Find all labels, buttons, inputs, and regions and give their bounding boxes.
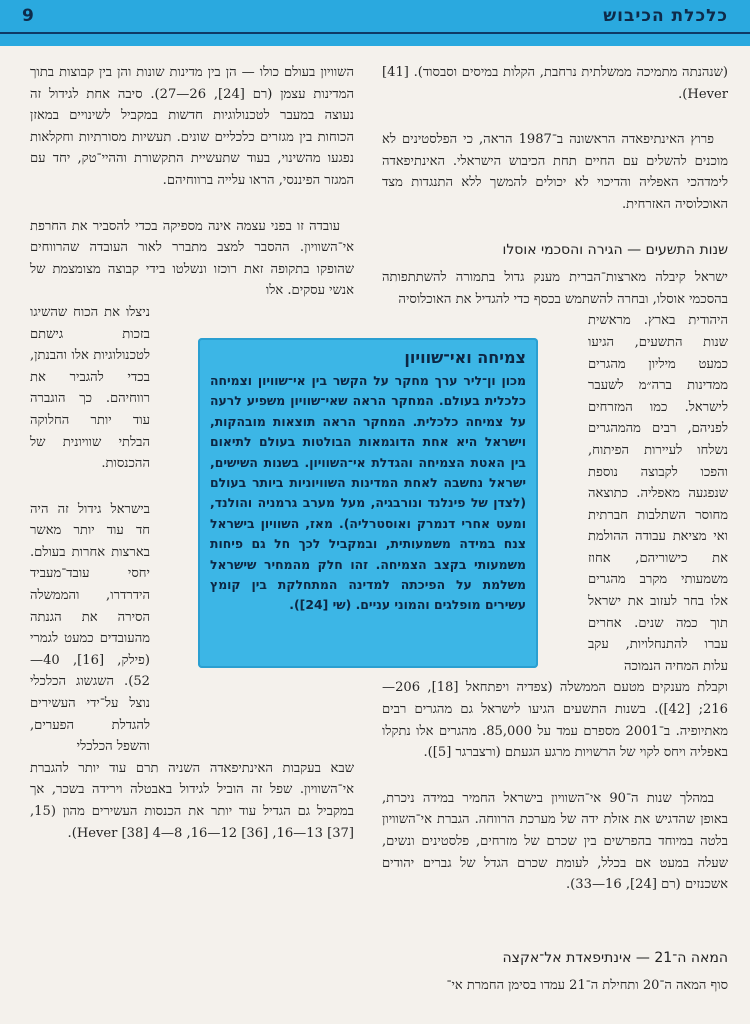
page-header — [0, 0, 750, 46]
paragraph: וקבלת מענקים מטעם הממשלה (צפדיה ויפתחאל [18], 206—216; [42]). בשנות התשעים הגיעו לישראל גם מהגרים רבים מאתיופיה. ב־2001 מספרם עמד על 85,000. מהגרים אלו נתקלו באפליה ויחס לקוי של הרשויות מרגע הגעתם (ורצברגר [5]). — [382, 680, 728, 761]
paragraph: השוויון בעולם כולו — הן בין מדינות שונות והן בין קבוצות בתוך המדינות עצמן (רם [24], 26—27). סיבה אחת לגידול זה נעוצה במעבר לטכנולוגיות חדשות במקביל לשינויים במאזן הכוחות בין מגזרים כלכליים שונים. תעשיות מסורתיות וחקלאות נפגעו מהשינוי, בעוד שתעשיית התקשורת וההיי־טק, יחד עם המגזר הפיננסי, הראו עלייה ברווחיהם. — [30, 65, 354, 188]
paragraph: עובדה זו בפני עצמה אינה מספיקה בכדי להסביר את החרפת אי־השוויון. ההסבר למצב מתברר לאור העובדה שהרווחים שהופקו בתקופה זאת רוכזו ונשלטו בידי קבוצה מצומצמת של אנשי עסקים. אלו — [30, 218, 354, 299]
paragraph: שבא בעקבות האינתיפאדה השניה תרם עוד יותר להגברת אי־השוויון. שפל זה הוביל לגידול באבטלה וירידה בשכר, אך במקביל גם הגדיל עוד יותר את הכנסות העשירים מהון (15,[37] 13—16, [36] 12—16, Hever [38] 4—8). — [30, 760, 354, 841]
sidebar-box — [198, 338, 538, 668]
running-title: כלכלת הכיבוש — [603, 6, 728, 26]
narrow-text-block: היהודית בארץ. מראשית שנות התשעים, הגיעו כמעט מיליון מהגרים ממדינות ברה״מ לשעבר לישראל. כמו המזרחים לפניהם, רבים מהמהגרים נשלחו לעיירות הפיתוח, והפכו לקבוצה נוספת שנפגעה מאפליה. כתוצאה מחוסר השתלבות חברתית ואי מציאת עבודה ההולמת את כישוריהם, אחוז משמעותי מקרב מהגרים אלו בחר לעזוב את ישראל תוך כמה שנים. אחרים עברו להתנחלויות, עקב עלות המחיה הנמוכה — [588, 313, 728, 674]
paragraph: במהלך שנות ה־90 אי־השוויון בישראל החמיר במידה ניכרת, באופן שהדגיש את אזלת ידה של מערכת הרווחה. הגברת אי־השוויון בלטה במיוחד בהפרשים בין שכרם של מזרחים, פלסטינים ונשים, שעלה במעט אם בכלל, לעומת שכרם הגדל של גברים יהודים אשכנזים (רם [24], 16—33). — [382, 790, 728, 893]
paragraph-text: ישראל קיבלה מארצות־הברית מענק גדול בתמורה להשתתפותה בהסכמי אוסלו, ובחרה להשתמש בכסף כדי להגדיל את האוכלוסיה — [382, 270, 728, 307]
paragraph: סוף המאה ה־20 ותחילת ה־21 עמדו בסימן החמרת אי־ — [446, 978, 728, 993]
paragraph: פרוץ האינתיפאדה הראשונה ב־1987 הראה, כי הפלסטינים לא מוכנים להשלים עם החיים תחת הכיבוש הישראלי. האינתיפאדה לימדהכי האפליה והדיכוי לא יכולים להמשך ללא התנגדות מצד האוכלוסיה האזרחית. — [382, 132, 728, 212]
section-heading: המאה ה־21 — אינתיפאדת אל־אקצה — [502, 950, 728, 966]
paragraph — [382, 267, 728, 310]
header-bar — [0, 0, 750, 34]
section-heading: שנות התשעים — הגירה והסכמי אוסלו — [502, 241, 728, 258]
narrow-text-block: ניצלו את הכוח שהשיגו בזכות גישתם לטכנולוגיות אלו והבנתן, בכדי להגביר את רווחיהם. כך הוגברה עוד יותר החלוקה הבלתי שוויונית של ההכנסות. — [30, 304, 150, 472]
sidebar-body: מכון ון־ליר ערך מחקר על הקשר בין אי־שוויון וצמיחה כלכלית בעולם. המחקר הראה שאי־שוויון משפיע לרעה על צמיחה כלכלית. המחקר הראה תוצאות מובהקות, וישראל היא אחת הדוגמאות הבולטות בעולם לתיאום בין האטת הצמיחה והגדלת אי־השוויון. בשנות השישים, ישראל נחשבה לאחת המדינות השוויוניות ביותר בעולם (לצדן של פינלנד ונורבגיה, מעל מערב גרמניה והולנד, ומעט אחרי דנמרק ואוסטרליה). מאז, השוויון בישראל צנח במידה משמעותית, ובמקביל לכך חל גם פיחות משמעותי בקצב הצמיחה. זהו חלק מהמחיר שישראל משלמת על הפיכתה למדינה המתחלקת בין קומץ עשירים מופלגים והמוני עניים. (שי [24]). — [210, 373, 526, 613]
paragraph: (שנהנתה מתמיכה ממשלתית נרחבת, הקלות במיסים וסבסוד). [41] Hever). — [382, 65, 728, 102]
page-number: 9 — [22, 6, 34, 26]
sidebar-title: צמיחה ואי־שוויון — [404, 348, 526, 367]
narrow-text-block: בישראל גידול זה היה חד עוד יותר מאשר בארצות אחרות בעולם. יחסי עובד־מעביד הידרדרו, והממשלה הסירה את הגנתה מהעובדים כמעט לגמרי (פילק, [16], 40—52). השגשוג הכלכלי נוצל על־ידי העשירים להגדלת הפערים, והשפל הכלכלי — [30, 501, 150, 755]
